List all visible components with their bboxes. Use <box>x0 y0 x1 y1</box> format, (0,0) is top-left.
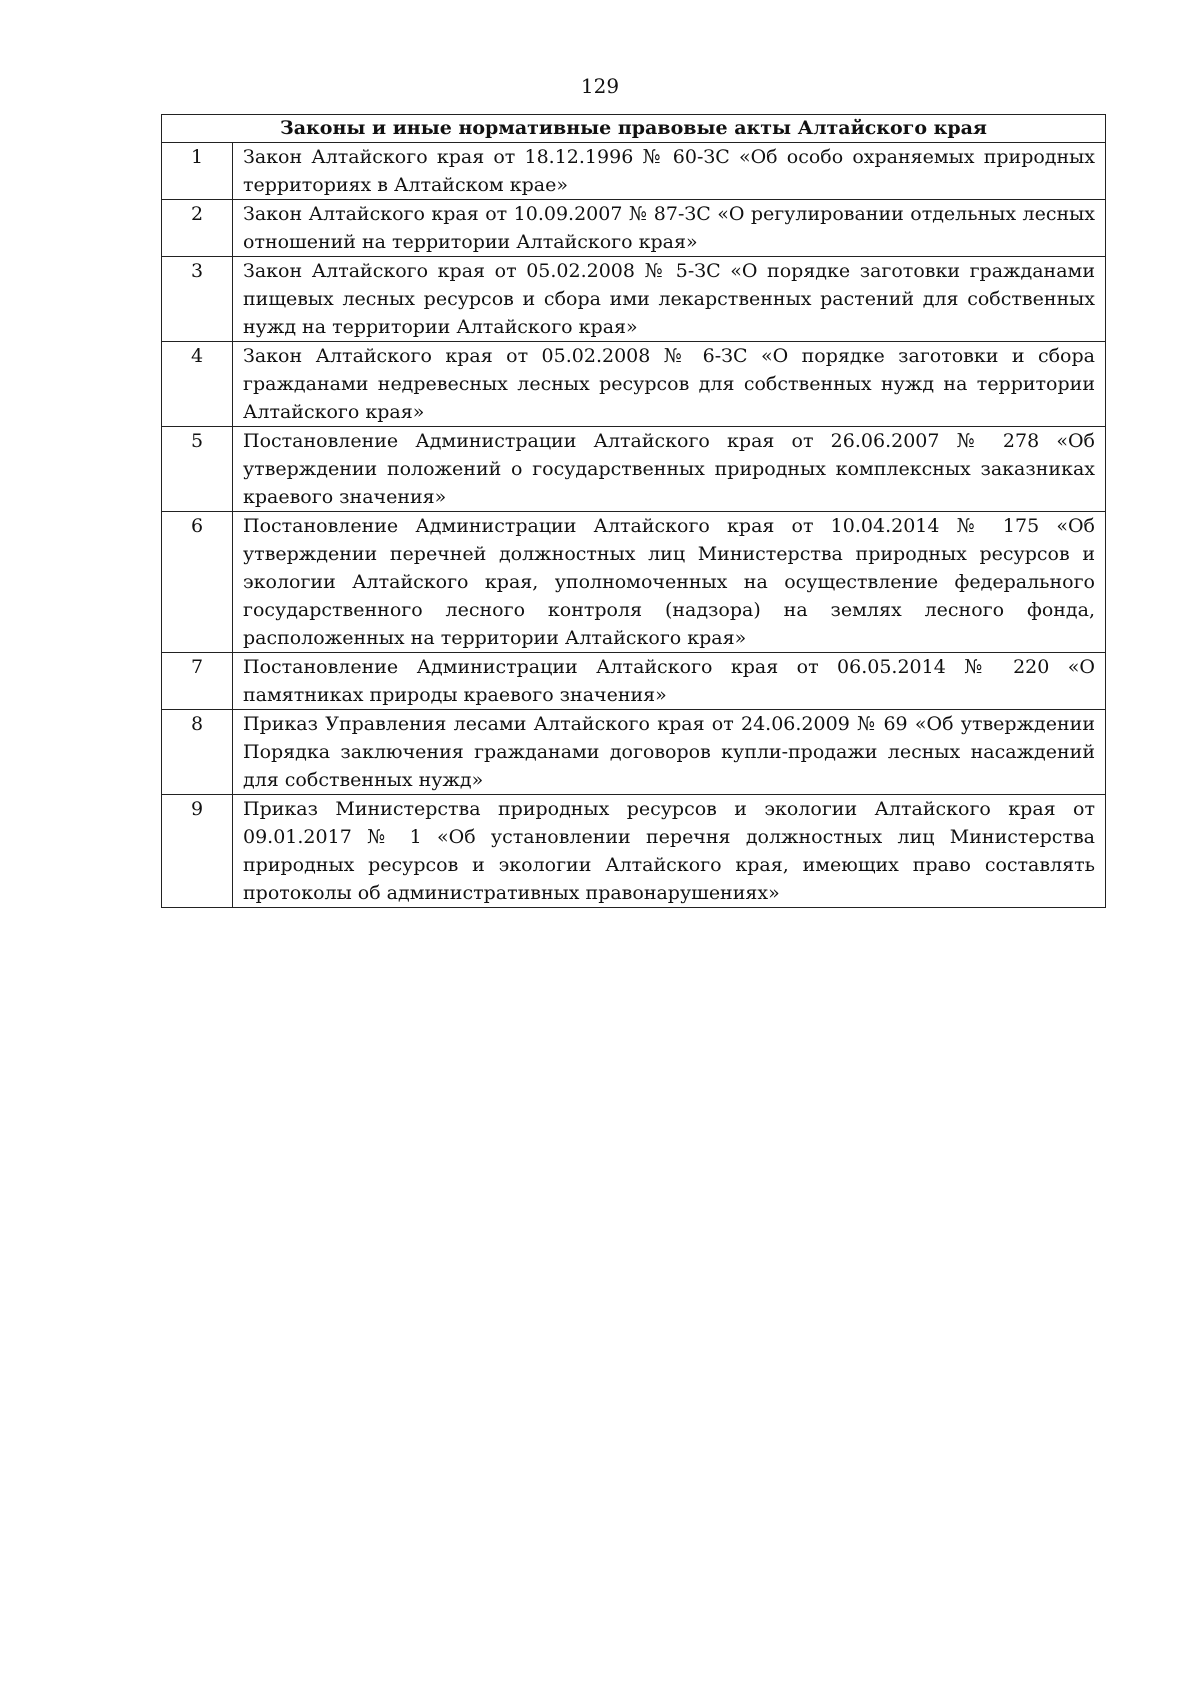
row-text: Закон Алтайского края от 10.09.2007 № 87-ЗС «О регулировании отдельных лесных отношений на территории Алтайского края» <box>233 200 1106 257</box>
page-number: 129 <box>580 74 620 98</box>
row-number: 8 <box>162 710 233 795</box>
table-row <box>162 257 1106 342</box>
row-text: Закон Алтайского края от 18.12.1996 № 60-ЗС «Об особо охраняемых природных территориях в Алтайском крае» <box>233 143 1106 200</box>
section-header-row <box>162 115 1106 143</box>
section-header: Законы и иные нормативные правовые акты Алтайского края <box>162 115 1106 143</box>
table-row <box>162 143 1106 200</box>
row-number: 2 <box>162 200 233 257</box>
row-text: Приказ Управления лесами Алтайского края от 24.06.2009 № 69 «Об утверждении Порядка заключения гражданами договоров купли-продажи лесных насаждений для собственных нужд» <box>233 710 1106 795</box>
table-row <box>162 200 1106 257</box>
row-text: Постановление Администрации Алтайского края от 10.04.2014 № 175 «Об утверждении перечней должностных лиц Министерства природных ресурсов и экологии Алтайского края, уполномоченных на осуществление федерального государственного лесного контроля (надзора) на землях лесного фонда, расположенных на территории Алтайского края» <box>233 512 1106 653</box>
row-text: Постановление Администрации Алтайского края от 06.05.2014 № 220 «О памятниках природы краевого значения» <box>233 653 1106 710</box>
row-number: 6 <box>162 512 233 653</box>
row-number: 1 <box>162 143 233 200</box>
row-number: 5 <box>162 427 233 512</box>
table-row <box>162 512 1106 653</box>
table-row <box>162 710 1106 795</box>
row-number: 9 <box>162 795 233 908</box>
legal-acts-table <box>161 114 1106 908</box>
table-row <box>162 427 1106 512</box>
row-number: 7 <box>162 653 233 710</box>
table-row <box>162 342 1106 427</box>
row-text: Закон Алтайского края от 05.02.2008 № 6-ЗС «О порядке заготовки и сбора гражданами недревесных лесных ресурсов для собственных нужд на территории Алтайского края» <box>233 342 1106 427</box>
table-row <box>162 653 1106 710</box>
row-text: Приказ Министерства природных ресурсов и экологии Алтайского края от 09.01.2017 № 1 «Об установлении перечня должностных лиц Министерства природных ресурсов и экологии Алтайского края, имеющих право составлять протоколы об административных правонарушениях» <box>233 795 1106 908</box>
table-row <box>162 795 1106 908</box>
row-text: Закон Алтайского края от 05.02.2008 № 5-ЗС «О порядке заготовки гражданами пищевых лесных ресурсов и сбора ими лекарственных растений для собственных нужд на территории Алтайского края» <box>233 257 1106 342</box>
row-number: 4 <box>162 342 233 427</box>
row-text: Постановление Администрации Алтайского края от 26.06.2007 № 278 «Об утверждении положений о государственных природных комплексных заказниках краевого значения» <box>233 427 1106 512</box>
row-number: 3 <box>162 257 233 342</box>
